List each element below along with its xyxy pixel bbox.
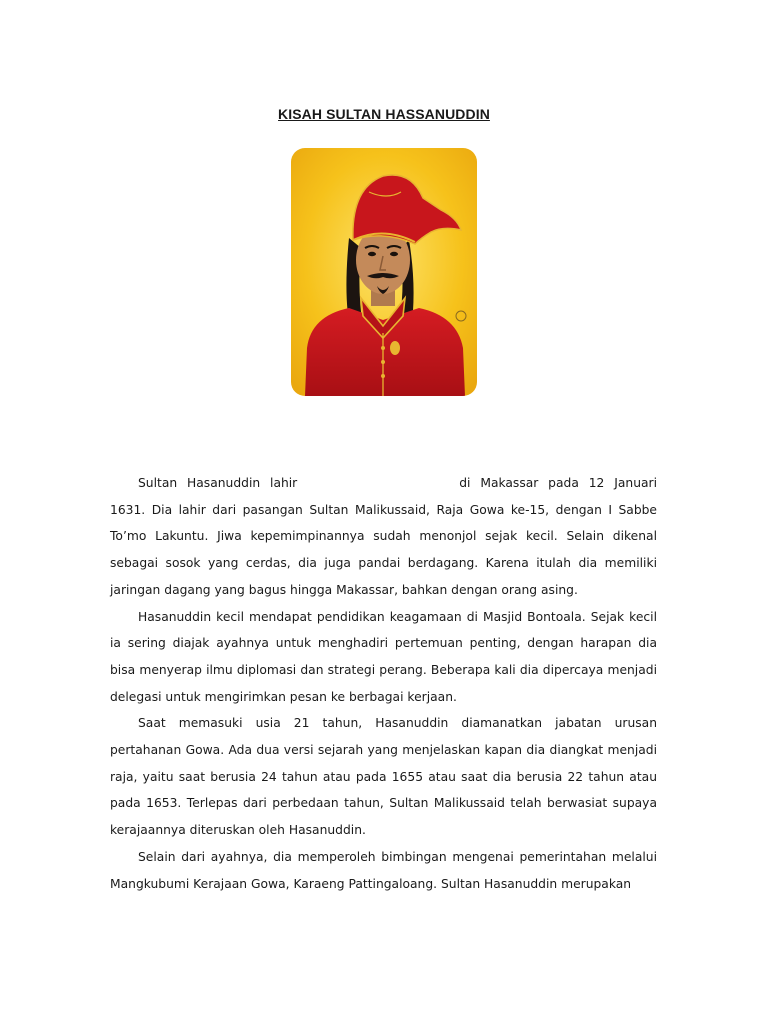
paragraph-1 <box>110 470 657 604</box>
paragraph-4: Selain dari ayahnya, dia memperoleh bimbingan mengenai pemerintahan melalui Mangkubumi Kerajaan Gowa, Karaeng Pattingaloang. Sultan Hasanuddin merupakan <box>110 849 657 891</box>
paragraph-2: Hasanuddin kecil mendapat pendidikan keagamaan di Masjid Bontoala. Sejak kecil ia sering diajak ayahnya untuk menghadiri pertemuan penting, dengan harapan dia bisa menyerap ilmu diplomasi dan strategi perang. Beberapa kali dia dipercaya menjadi delegasi untuk mengirimkan pesan ke berbagai kerjaan. <box>110 609 657 704</box>
body-text <box>110 470 657 897</box>
paragraph-1-part-2: di Makassar pada 12 Januari 1631. Dia lahir dari pasangan Sultan Malikussaid, Raja Gowa ke-15, dengan I Sabbe To’mo Lakuntu. Jiwa kepemimpinannya sudah menonjol sejak kecil. Selain dikenal sebagai sosok yang cerdas, dia juga pandai berdagang. Karena itulah dia memiliki jaringan dagang yang bagus hingga Makassar, bahkan dengan orang asing. <box>110 476 657 597</box>
document-title: KISAH SULTAN HASSANUDDIN <box>278 106 490 122</box>
portrait-image <box>291 148 477 396</box>
paragraph-1-part-1: Sultan Hasanuddin lahir <box>138 476 298 490</box>
portrait-illustration-icon <box>291 148 477 396</box>
paragraph-3: Saat memasuki usia 21 tahun, Hasanuddin diamanatkan jabatan urusan pertahanan Gowa. Ada dua versi sejarah yang menjelaskan kapan dia diangkat menjadi raja, yaitu saat berusia 24 tahun atau pada 1655 atau saat dia berusia 22 tahun atau pada 1653. Terlepas dari perbedaan tahun, Sultan Malikussaid telah berwasiat supaya kerajaannya diteruskan oleh Hasanuddin. <box>110 716 657 838</box>
